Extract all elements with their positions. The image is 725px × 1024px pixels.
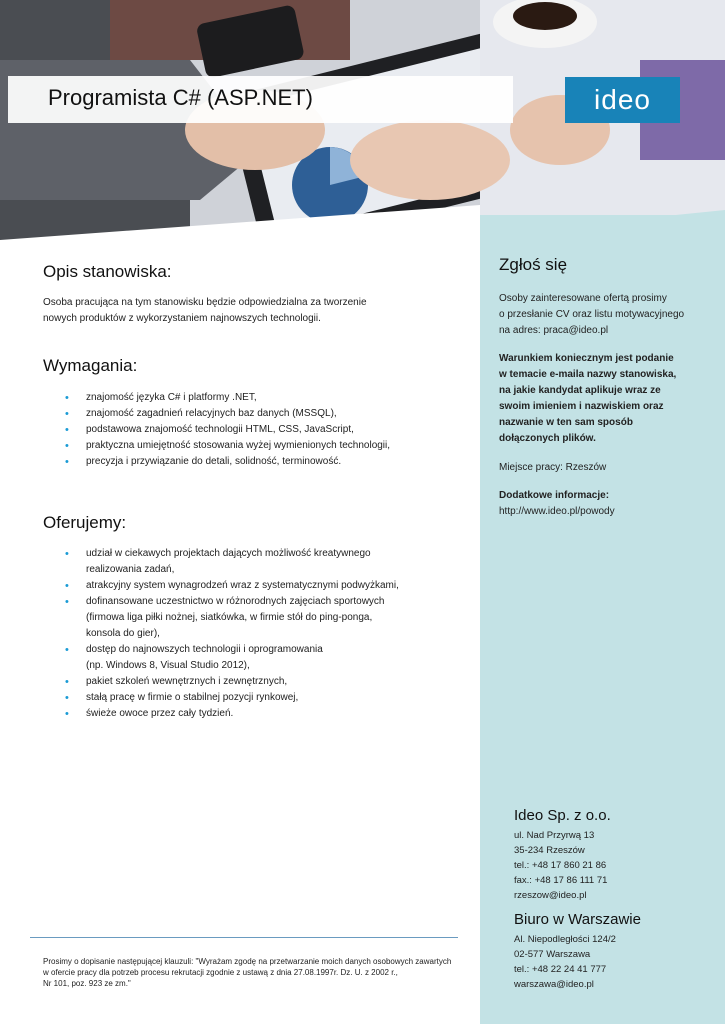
list-item: • znajomość zagadnień relacyjnych baz danych (MSSQL), [43, 406, 463, 422]
list-item-line: dofinansowane uczestnictwo w różnorodnych zajęciach sportowych [86, 596, 385, 607]
sidebar-intro [499, 291, 704, 339]
address-line: 02-577 Warszawa [514, 949, 591, 960]
page-title: Programista C# (ASP.NET) [48, 85, 313, 110]
list-item [43, 690, 463, 706]
list-item: • praktyczna umiejętność stosowania wyżej wymienionych technologii, [43, 438, 463, 454]
condition-line: na jakie kandydat aplikuje wraz ze [499, 385, 661, 396]
opis-line: nowych produktów z wykorzystaniem najnowszych technologii. [43, 313, 321, 324]
list-item-line: stałą pracę w firmie o stabilnej pozycji rynkowej, [86, 692, 299, 703]
list-item-line: dostęp do najnowszych technologii i oprogramowania [86, 644, 323, 655]
phone-line: tel.: +48 17 860 21 86 [514, 860, 607, 871]
list-item: • znajomość języka C# i platformy .NET, [43, 390, 463, 406]
sidebar-intro-line: o przesłanie CV oraz listu motywacyjnego [499, 309, 685, 320]
section-opis [43, 262, 172, 282]
list-item-line: świeże owoce przez cały tydzień. [86, 708, 234, 719]
clause-line: w ofercie pracy dla potrzeb procesu rekrutacji zgodnie z ustawą z dnia 27.08.1997r. Dz. U. z 2002 r., [43, 968, 398, 977]
list-item [43, 674, 463, 690]
list-item: • podstawowa znajomość technologii HTML, CSS, JavaScript, [43, 422, 463, 438]
phone-line: tel.: +48 22 24 41 777 [514, 964, 607, 975]
company-rzeszow [514, 808, 611, 903]
list-item [43, 578, 463, 594]
email-link[interactable]: warszawa@ideo.pl [514, 979, 594, 990]
hero-diagonal-cut [0, 205, 480, 240]
ideo-logo: ideo [565, 77, 680, 123]
wymagania-list [43, 390, 463, 470]
opis-line: Osoba pracująca na tym stanowisku będzie odpowiedzialna za tworzenie [43, 297, 367, 308]
sidebar-intro-line[interactable]: na adres: praca@ideo.pl [499, 325, 609, 336]
oferujemy-heading: Oferujemy: [43, 513, 127, 532]
office-name: Biuro w Warszawie [514, 911, 641, 928]
sidebar-apply [499, 257, 704, 273]
condition-line: nazwanie w ten sam sposób [499, 417, 633, 428]
list-item [43, 642, 463, 674]
address-line: ul. Nad Przyrwą 13 [514, 830, 595, 841]
condition-line: dołączonych plików. [499, 433, 596, 444]
condition-line: Warunkiem koniecznym jest podanie [499, 353, 674, 364]
list-item [43, 546, 463, 578]
condition-line: w temacie e-maila nazwy stanowiska, [499, 369, 677, 380]
company-warszawa [514, 912, 641, 992]
sidebar-condition [499, 351, 704, 447]
clause-line: Prosimy o dopisanie następującej klauzuli: "Wyrażam zgodę na przetwarzanie moich danych osobowych zawartych [43, 957, 452, 966]
sidebar-more-info [499, 488, 704, 520]
list-item-line: atrakcyjny system wynagrodzeń wraz z systematycznymi podwyżkami, [86, 580, 399, 591]
clause-line: Nr 101, poz. 923 ze zm." [43, 979, 131, 988]
list-item [43, 706, 463, 722]
gdpr-clause [43, 956, 463, 989]
opis-heading: Opis stanowiska: [43, 262, 172, 281]
list-item [43, 594, 463, 642]
address-line: Al. Niepodległości 124/2 [514, 934, 616, 945]
list-item-line: realizowania zadań, [86, 564, 175, 575]
list-item-line: (firmowa liga piłki nożnej, siatkówka, w firmie stół do ping-ponga, [86, 612, 373, 623]
list-item-line: (np. Windows 8, Visual Studio 2012), [86, 660, 250, 671]
list-item-line: pakiet szkoleń wewnętrznych i zewnętrznych, [86, 676, 288, 687]
title-bar [8, 76, 513, 123]
condition-line: swoim imieniem i nazwiskiem oraz [499, 401, 664, 412]
address-line: 35-234 Rzeszów [514, 845, 585, 856]
more-info-label: Dodatkowe informacje: [499, 490, 610, 501]
company-name: Ideo Sp. z o.o. [514, 807, 611, 824]
footer-divider [30, 937, 458, 938]
oferujemy-list [43, 546, 463, 722]
list-item-line: konsola do gier), [86, 628, 160, 639]
sidebar-intro-line: Osoby zainteresowane ofertą prosimy [499, 293, 667, 304]
wymagania-heading: Wymagania: [43, 356, 138, 375]
location-text: Miejsce pracy: Rzeszów [499, 462, 607, 473]
opis-text [43, 295, 463, 327]
list-item: • precyzja i przywiązanie do detali, solidność, terminowość. [43, 454, 463, 470]
list-item-line: udział w ciekawych projektach dających możliwość kreatywnego [86, 548, 371, 559]
section-oferujemy [43, 513, 126, 533]
sidebar-heading: Zgłoś się [499, 255, 568, 274]
more-info-link[interactable]: http://www.ideo.pl/powody [499, 506, 615, 517]
section-wymagania [43, 356, 137, 376]
email-link[interactable]: rzeszow@ideo.pl [514, 890, 587, 901]
sidebar-location [499, 460, 704, 476]
fax-line: fax.: +48 17 86 111 71 [514, 875, 608, 886]
